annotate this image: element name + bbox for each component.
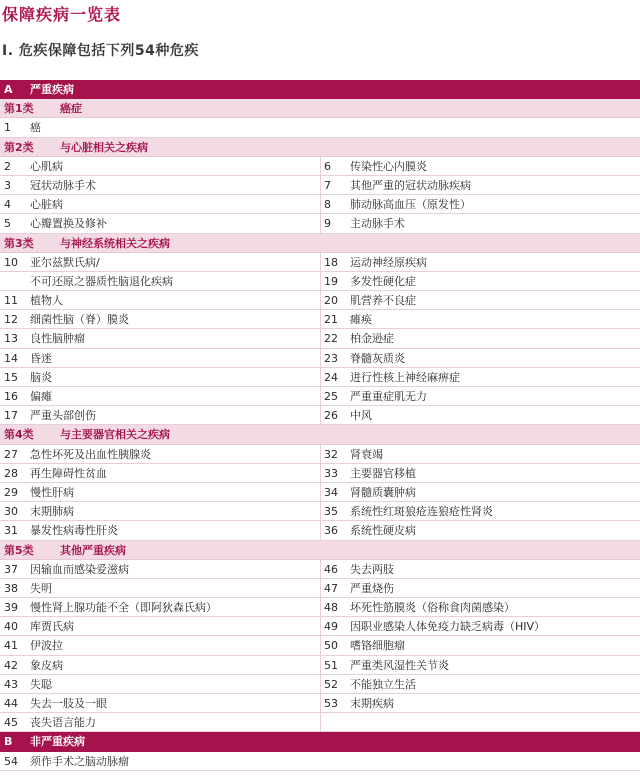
category-code: 第4类: [4, 428, 34, 442]
column-divider: [320, 176, 321, 194]
table-row: [0, 752, 640, 771]
item-number: 16: [4, 390, 18, 403]
table-row: [0, 349, 640, 368]
column-divider: [320, 636, 321, 654]
item-number: 32: [324, 447, 338, 461]
column-divider: [320, 656, 321, 674]
item-number: 8: [324, 198, 331, 212]
item-number: 39: [4, 601, 18, 615]
item-name: 坏死性筋膜炎（俗称食肉菌感染）: [350, 601, 515, 615]
item-name: 暴发性病毒性肝炎: [30, 524, 118, 538]
item-number: 51: [324, 658, 338, 672]
item-name: 失聪: [30, 677, 52, 691]
section-code: B: [4, 735, 13, 749]
item-number: 23: [324, 351, 338, 365]
category-code: 第5类: [4, 543, 34, 557]
item-name: 瘫痪: [350, 313, 372, 327]
item-name: 库贾氏病: [30, 620, 74, 634]
item-name: 象皮病: [30, 658, 63, 672]
table-row: [0, 118, 640, 137]
item-name: 丧失语言能力: [30, 716, 96, 730]
item-number: 6: [324, 159, 331, 173]
item-name: 末期肺病: [30, 505, 74, 519]
section-name: 严重疾病: [30, 83, 74, 96]
table-row: [0, 310, 640, 329]
item-number: 46: [324, 562, 338, 576]
item-name: 昏迷: [30, 351, 52, 365]
item-name: 肾衰竭: [350, 447, 383, 461]
item-number: 18: [324, 255, 338, 269]
table-row: [0, 272, 640, 291]
item-number: 27: [4, 447, 18, 461]
table-row: [0, 502, 640, 521]
item-name: 慢性肝病: [30, 485, 74, 499]
category-header: [0, 99, 640, 118]
table-row: [0, 560, 640, 579]
column-divider: [320, 713, 321, 731]
item-number: 48: [324, 601, 338, 615]
item-name: 其他严重的冠状动脉疾病: [350, 178, 471, 192]
item-name: 系统性硬皮病: [350, 524, 416, 538]
category-name: 与神经系统相关之疾病: [60, 236, 170, 250]
item-number: 37: [4, 562, 18, 576]
item-number: 41: [4, 639, 18, 653]
item-number: 26: [324, 409, 338, 423]
item-name: 进行性核上神经麻痹症: [350, 370, 460, 384]
item-name: 冠状动脉手术: [30, 178, 96, 192]
column-divider: [320, 310, 321, 328]
item-number: 11: [4, 294, 18, 308]
table-row: [0, 694, 640, 713]
column-divider: [320, 157, 321, 175]
item-number: 38: [4, 581, 18, 595]
category-name: 其他严重疾病: [60, 543, 126, 557]
item-name: 须作手术之脑动脉瘤: [30, 754, 129, 768]
item-number: 7: [324, 178, 331, 192]
item-number: 36: [324, 524, 338, 538]
item-name: 末期疾病: [350, 697, 394, 710]
item-number: 40: [4, 620, 18, 634]
column-divider: [320, 579, 321, 597]
item-name: 偏瘫: [30, 390, 52, 403]
column-divider: [320, 617, 321, 635]
item-name: 心脏病: [30, 198, 63, 212]
table-row: [0, 387, 640, 406]
item-name: 细菌性脑（脊）膜炎: [30, 313, 129, 327]
column-divider: [320, 387, 321, 405]
item-number: 53: [324, 697, 338, 710]
category-header: [0, 541, 640, 560]
item-name: 失去一肢及一眼: [30, 697, 107, 710]
disease-table: [0, 80, 640, 771]
item-name-continued: 不可还原之器质性脑退化疾病: [30, 274, 173, 288]
item-name: 肾髓质囊肿病: [350, 485, 416, 499]
category-header: [0, 425, 640, 444]
item-number: 13: [4, 332, 18, 346]
column-divider: [320, 675, 321, 693]
column-divider: [320, 406, 321, 424]
column-divider: [320, 483, 321, 501]
item-name: 慢性肾上腺功能不全（即阿狄森氏病）: [30, 601, 217, 615]
table-row: [0, 253, 640, 272]
item-number: 19: [324, 274, 338, 288]
column-divider: [320, 502, 321, 520]
item-name: 脊髓灰质炎: [350, 351, 405, 365]
item-number: 30: [4, 505, 18, 519]
table-row: [0, 291, 640, 310]
table-row: [0, 195, 640, 214]
page-title: 保障疾病一览表: [2, 5, 122, 24]
item-name: 因输血而感染爱滋病: [30, 562, 129, 576]
item-number: 29: [4, 485, 18, 499]
category-header: [0, 234, 640, 253]
category-code: 第2类: [4, 140, 34, 154]
item-number: 54: [4, 754, 18, 768]
column-divider: [320, 272, 321, 290]
table-row: [0, 598, 640, 617]
column-divider: [320, 445, 321, 463]
item-name: 心肌病: [30, 159, 63, 173]
category-name: 与主要器官相关之疾病: [60, 428, 170, 442]
table-row: [0, 406, 640, 425]
category-name: 癌症: [60, 102, 82, 116]
item-number: 4: [4, 198, 11, 212]
item-name: 因职业感染人体免疫力缺乏病毒（HIV）: [350, 620, 546, 634]
column-divider: [320, 214, 321, 232]
item-number: 42: [4, 658, 18, 672]
item-number: 9: [324, 217, 331, 231]
item-number: 14: [4, 351, 18, 365]
column-divider: [320, 349, 321, 367]
item-name: 急性坏死及出血性胰腺炎: [30, 447, 151, 461]
category-code: 第3类: [4, 236, 34, 250]
item-name: 中风: [350, 409, 372, 423]
item-name: 植物人: [30, 294, 63, 308]
column-divider: [320, 329, 321, 347]
item-name: 心瓣置换及修补: [30, 217, 107, 231]
item-name: 严重烧伤: [350, 581, 394, 595]
item-number: 31: [4, 524, 18, 538]
item-number: 49: [324, 620, 338, 634]
item-name: 主动脉手术: [350, 217, 405, 231]
item-name: 嗜铬细胞瘤: [350, 639, 405, 653]
item-name: 不能独立生活: [350, 677, 416, 691]
table-row: [0, 464, 640, 483]
table-row: [0, 521, 640, 540]
item-name: 伊波拉: [30, 639, 63, 653]
table-row: [0, 656, 640, 675]
table-row: [0, 329, 640, 348]
column-divider: [320, 368, 321, 386]
table-row: [0, 713, 640, 732]
item-number: 45: [4, 716, 18, 730]
item-number: 3: [4, 178, 11, 192]
item-name: 多发性硬化症: [350, 274, 416, 288]
table-row: [0, 445, 640, 464]
item-number: 12: [4, 313, 18, 327]
item-number: 34: [324, 485, 338, 499]
item-number: 28: [4, 466, 18, 480]
item-name: 系统性红斑狼疮连狼疮性肾炎: [350, 505, 493, 519]
item-name: 肺动脉高血压（原发性）: [350, 198, 471, 212]
column-divider: [320, 291, 321, 309]
item-number: 2: [4, 159, 11, 173]
item-name: 肌营养不良症: [350, 294, 416, 308]
item-name: 严重重症肌无力: [350, 390, 427, 403]
table-row: [0, 579, 640, 598]
table-row: [0, 617, 640, 636]
item-name: 运动神经原疾病: [350, 255, 427, 269]
column-divider: [320, 464, 321, 482]
item-number: 44: [4, 697, 18, 710]
item-number: 25: [324, 390, 338, 403]
item-number: 52: [324, 677, 338, 691]
column-divider: [320, 195, 321, 213]
item-name: 再生障碍性贫血: [30, 466, 107, 480]
item-name: 严重类风湿性关节炎: [350, 658, 449, 672]
item-name: 柏金逊症: [350, 332, 394, 346]
section-code: A: [4, 83, 13, 96]
item-name: 癌: [30, 121, 41, 135]
column-divider: [320, 521, 321, 539]
item-number: 15: [4, 370, 18, 384]
item-number: 33: [324, 466, 338, 480]
item-number: 20: [324, 294, 338, 308]
item-number: 43: [4, 677, 18, 691]
section-a-header: [0, 80, 640, 99]
item-name: 主要器官移植: [350, 466, 416, 480]
item-number: 24: [324, 370, 338, 384]
item-number: 1: [4, 121, 11, 135]
item-name: 脑炎: [30, 370, 52, 384]
item-number: 35: [324, 505, 338, 519]
column-divider: [320, 694, 321, 712]
column-divider: [320, 560, 321, 578]
item-number: 17: [4, 409, 18, 423]
section-name: 非严重疾病: [30, 735, 85, 749]
column-divider: [320, 253, 321, 271]
category-header: [0, 138, 640, 157]
item-number: 21: [324, 313, 338, 327]
category-code: 第1类: [4, 102, 34, 116]
section-b-header: [0, 732, 640, 751]
category-name: 与心脏相关之疾病: [60, 140, 148, 154]
item-number: 5: [4, 217, 11, 231]
item-name: 严重头部创伤: [30, 409, 96, 423]
subtitle: I. 危疾保障包括下列54种危疾: [2, 43, 199, 59]
item-name: 失明: [30, 581, 52, 595]
table-row: [0, 157, 640, 176]
table-row: [0, 176, 640, 195]
item-name: 失去两肢: [350, 562, 394, 576]
table-row: [0, 483, 640, 502]
table-row: [0, 368, 640, 387]
column-divider: [320, 598, 321, 616]
item-name: 亚尔兹默氏病/: [30, 255, 100, 269]
item-number: 47: [324, 581, 338, 595]
item-name: 传染性心内膜炎: [350, 159, 427, 173]
table-row: [0, 214, 640, 233]
table-row: [0, 675, 640, 694]
item-number: 22: [324, 332, 338, 346]
table-row: [0, 636, 640, 655]
item-name: 良性脑肿瘤: [30, 332, 85, 346]
item-number: 50: [324, 639, 338, 653]
item-number: 10: [4, 255, 18, 269]
